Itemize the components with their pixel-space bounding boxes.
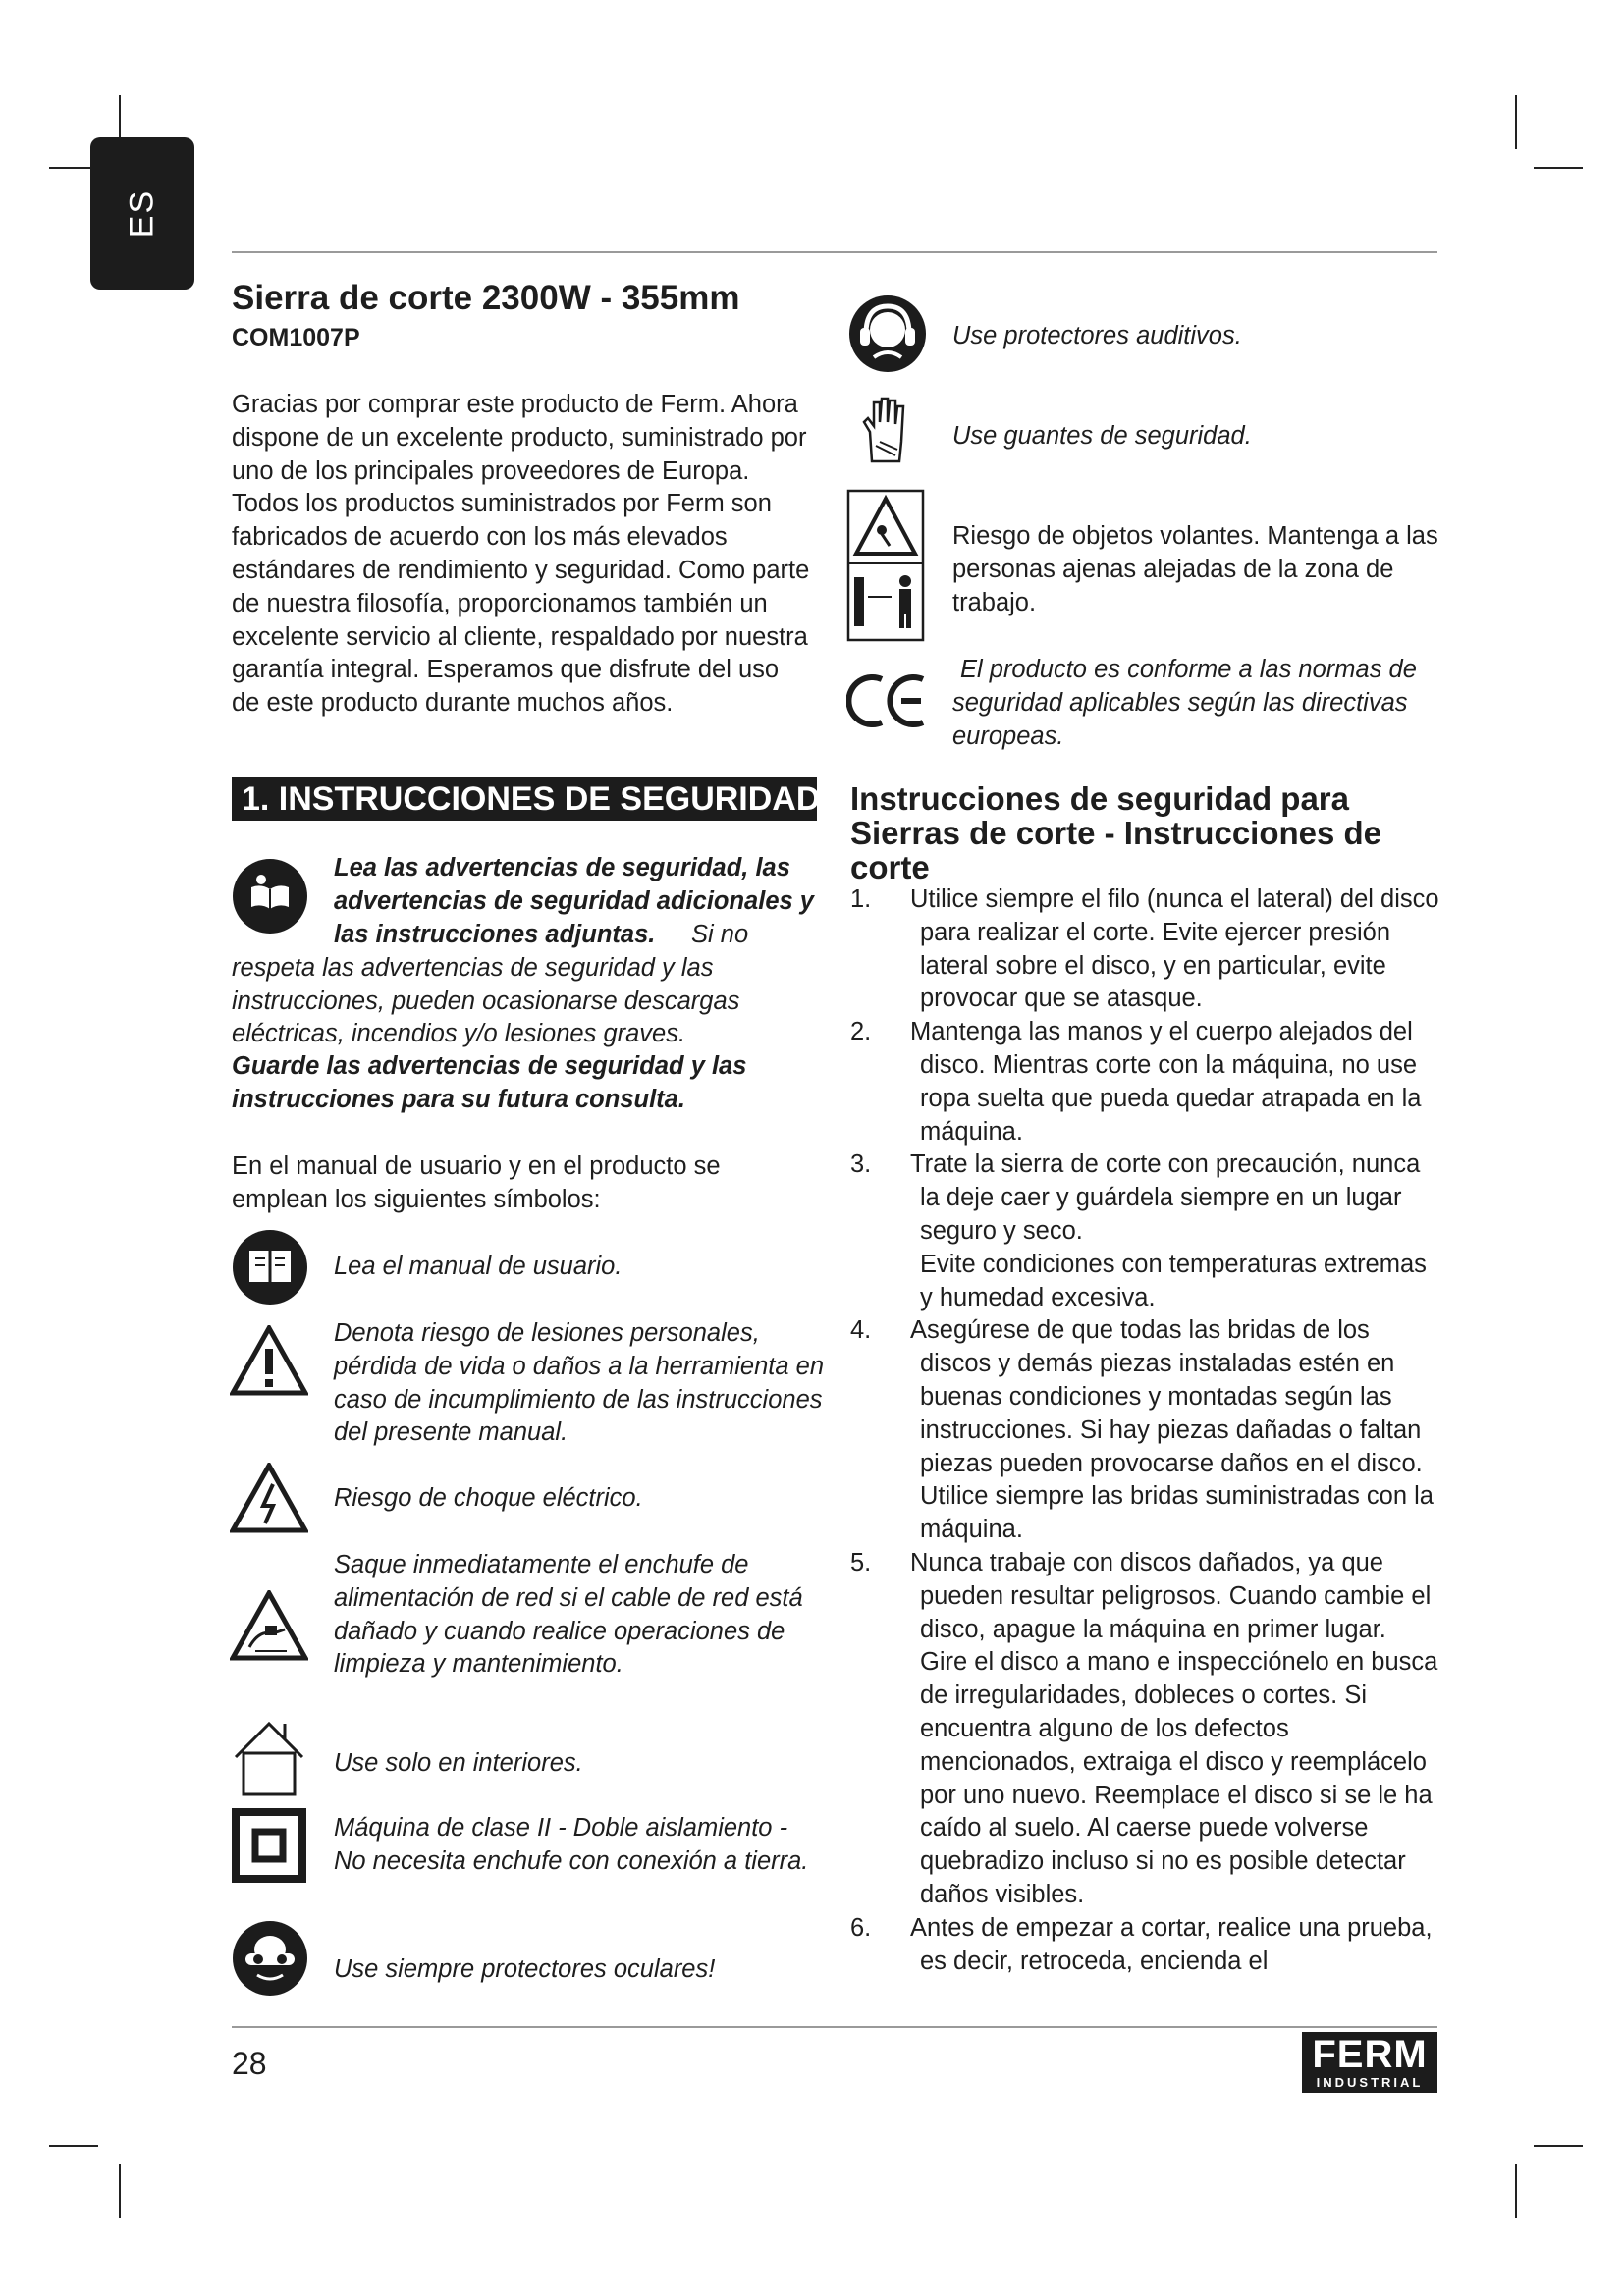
symbol-text-warning: Denota riesgo de lesiones personales, pérdida de vida o daños a la herramienta en caso de incumplimiento de las instrucciones del presente manual. xyxy=(334,1319,825,1447)
language-tab-label: ES xyxy=(123,188,161,239)
item-number: 2. xyxy=(850,1018,872,1046)
section-heading-safety: 1. INSTRUCCIONES DE SEGURIDAD xyxy=(232,777,817,821)
flying-objects-icon xyxy=(846,489,925,642)
intro-paragraph: Gracias por comprar este producto de Ferm. Ahora dispone de un excelente producto, suministrado por uno de los principales proveedores de Europa. Todos los productos suministrados por Ferm son fabricados de acuerdo con los más elevados estándares de rendimiento y seguridad. Como parte de nuestra filosofía, proporcionamos también un excelente servicio al cliente, respaldado por nuestra garantía integral. Esperamos que disfrute del uso de este producto durante muchos años. xyxy=(232,391,810,718)
crop-mark xyxy=(1515,95,1517,149)
symbol-text-gloves: Use guantes de seguridad. xyxy=(952,422,1252,450)
list-item xyxy=(850,1314,1439,1547)
safety-glasses-icon xyxy=(232,1920,308,1997)
page-number: 28 xyxy=(232,2046,267,2081)
product-title: Sierra de corte 2300W - 355mm xyxy=(232,279,740,317)
crop-mark xyxy=(1534,167,1583,169)
logo-sub: INDUSTRIAL xyxy=(1316,2075,1424,2090)
cutting-instructions-list xyxy=(850,883,1439,1978)
symbol-text-ce: El producto es conforme a las normas de seguridad aplicables según las directivas europeas. xyxy=(952,656,1417,750)
item-text: Trate la sierra de corte con precaución, nunca la deje caer y guárdela siempre en un lugar seguro y seco. xyxy=(910,1150,1421,1245)
warning-bold-text: Lea las advertencias de seguridad, las advertencias de seguridad adicionales y las instrucciones adjuntas. xyxy=(334,854,814,948)
item-text: Nunca trabaje con discos dañados, ya que pueden resultar peligrosos. Cuando cambie el disco, apague la máquina en primer lugar. Gire el disco a mano e inspecciónelo en busca de irregularidades, dobleces o cortes. Si encuentra alguno de los defectos mencionados, extraiga el disco y reemplácelo por uno nuevo. Reemplace el disco si se le ha caído al suelo. Al caerse puede volverse quebradizo incluso si no es posible detectar daños visibles. xyxy=(910,1548,1438,1908)
cutting-heading: Instrucciones de seguridad para Sierras de corte - Instrucciones de corte xyxy=(850,780,1382,885)
keep-instructions-text: Guarde las advertencias de seguridad y las instrucciones para su futura consulta. xyxy=(232,1052,747,1113)
symbol-text-unplug: Saque inmediatamente el enchufe de alimentación de red si el cable de red está dañado y cuando realice operaciones de limpieza y mantenimiento. xyxy=(334,1551,803,1679)
product-model: COM1007P xyxy=(232,324,360,351)
list-item xyxy=(850,1016,1439,1148)
item-number: 4. xyxy=(850,1316,872,1345)
symbol-text-flying: Riesgo de objetos volantes. Mantenga a las personas ajenas alejadas de la zona de trabajo. xyxy=(952,522,1438,616)
item-number: 3. xyxy=(850,1150,872,1179)
list-item xyxy=(850,883,1439,1016)
top-rule xyxy=(232,251,1437,253)
item-text-extra: Evite condiciones con temperaturas extremas y humedad excesiva. xyxy=(920,1250,1427,1311)
list-item xyxy=(850,1912,1439,1979)
crop-mark xyxy=(1534,2145,1583,2147)
list-item xyxy=(850,1148,1439,1314)
warning-triangle-icon xyxy=(230,1325,308,1396)
item-text: Utilice siempre el filo (nunca el lateral) del disco para realizar el corte. Evite ejercer presión lateral sobre el disco, y en particular, evite provocar que se atasque. xyxy=(910,885,1439,1013)
logo-main: FERM xyxy=(1312,2033,1428,2076)
crop-mark xyxy=(119,2164,121,2218)
language-tab xyxy=(90,137,194,290)
item-text: Asegúrese de que todas las bridas de los discos y demás piezas instaladas estén en buenas condiciones y montadas según las instrucciones. Si hay piezas dañadas o faltan piezas pueden provocarse daños en el disco. Utilice siempre las bridas suministradas con la máquina. xyxy=(910,1316,1434,1544)
unplug-icon xyxy=(230,1590,308,1661)
item-text: Antes de empezar a cortar, realice una prueba, es decir, retroceda, encienda el xyxy=(910,1913,1433,1975)
item-number: 1. xyxy=(850,885,872,913)
item-number: 5. xyxy=(850,1548,872,1576)
indoor-icon xyxy=(232,1720,306,1796)
class-ii-icon xyxy=(232,1808,306,1883)
item-number: 6. xyxy=(850,1913,872,1942)
bottom-rule xyxy=(232,2026,1437,2028)
symbol-text-glasses: Use siempre protectores oculares! xyxy=(334,1955,716,1983)
item-text: Mantenga las manos y el cuerpo alejados del disco. Mientras corte con la máquina, no use ropa suelta que pueda quedar atrapada en la máquina. xyxy=(910,1018,1422,1146)
ferm-logo xyxy=(1302,2032,1437,2093)
symbol-text-electric: Riesgo de choque eléctrico. xyxy=(334,1484,643,1512)
warning-italic-text: Si no respeta las advertencias de seguridad y las instrucciones, pueden ocasionarse descargas eléctricas, incendios y/o lesiones graves. xyxy=(232,921,749,1048)
safety-gloves-icon xyxy=(856,393,915,471)
symbol-text-indoor: Use solo en interiores. xyxy=(334,1749,583,1777)
manual-icon xyxy=(232,1229,308,1306)
symbol-text-class-ii: Máquina de clase II - Doble aislamiento - No necesita enchufe con conexión a tierra. xyxy=(334,1814,809,1875)
crop-mark xyxy=(49,2145,98,2147)
list-item xyxy=(850,1547,1439,1912)
crop-mark xyxy=(1515,2164,1517,2218)
symbol-text-ear: Use protectores auditivos. xyxy=(952,322,1242,349)
symbols-intro: En el manual de usuario y en el producto se emplean los siguientes símbolos: xyxy=(232,1152,721,1213)
ce-mark-icon xyxy=(846,673,927,728)
symbol-text-manual: Lea el manual de usuario. xyxy=(334,1253,623,1280)
ear-protection-icon xyxy=(848,294,927,373)
electric-shock-icon xyxy=(230,1463,308,1533)
